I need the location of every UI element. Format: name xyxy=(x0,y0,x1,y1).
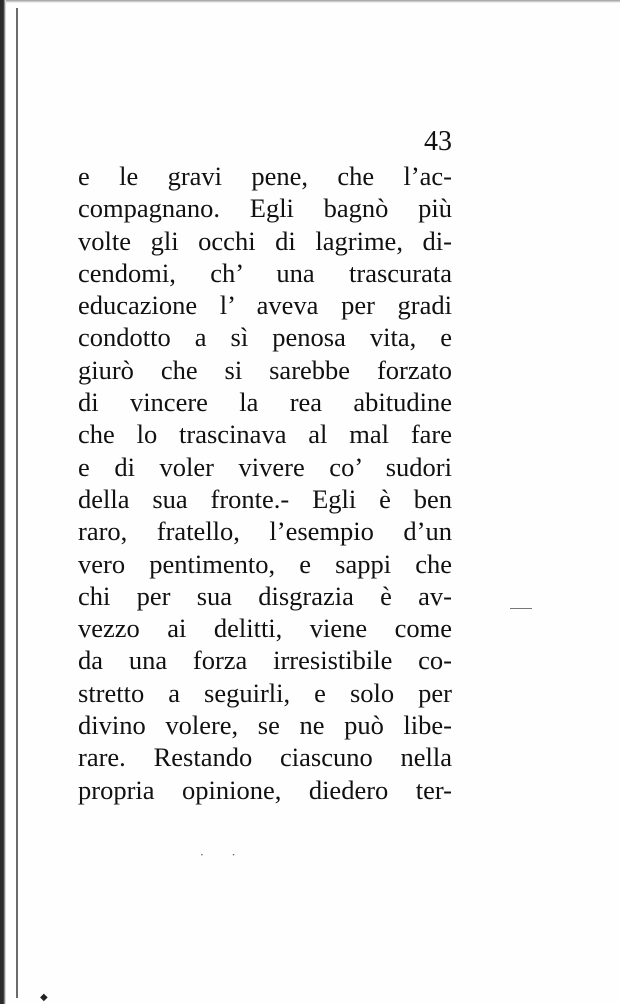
corner-speck: ◆ xyxy=(40,992,48,1003)
text-line: condotto a sì penosa vita, e xyxy=(78,322,452,353)
text-line: chi per sua disgrazia è av- xyxy=(78,580,452,611)
text-line: della sua fronte.- Egli è ben xyxy=(78,483,452,514)
text-line: propria opinione, diedero ter- xyxy=(78,774,452,805)
text-line: educazione l’ aveva per gradi xyxy=(78,290,452,321)
text-line: compagnano. Egli bagnò più xyxy=(78,193,452,224)
text-line: raro, fratello, l’esempio d’un xyxy=(78,516,452,547)
body-text xyxy=(78,160,452,806)
text-line: che lo trascinava al mal fare xyxy=(78,419,452,450)
scan-left-edge xyxy=(0,0,6,1004)
binding-shadow-line xyxy=(16,8,18,998)
text-line: cendomi, ch’ una trascurata xyxy=(78,257,452,288)
text-line: rare. Restando ciascuno nella xyxy=(78,742,452,773)
text-line: divino volere, se ne può libe- xyxy=(78,710,452,741)
text-line: e le gravi pene, che l’ac- xyxy=(78,161,452,191)
margin-mark xyxy=(510,608,532,609)
text-line: giurò che si sarebbe forzato xyxy=(78,354,452,385)
text-line: vero pentimento, e sappi che xyxy=(78,548,452,579)
text-line: vezzo ai delitti, viene come xyxy=(78,613,452,644)
text-line: stretto a seguirli, e solo per xyxy=(78,677,452,708)
scan-top-edge xyxy=(0,0,620,3)
specks: · · xyxy=(200,848,248,862)
text-line: da una forza irresistibile co- xyxy=(78,645,452,676)
text-line: volte gli occhi di lagrime, di- xyxy=(78,225,452,256)
text-line: e di voler vivere co’ sudori xyxy=(78,451,452,482)
text-line: di vincere la rea abitudine xyxy=(78,387,452,418)
page-number: 43 xyxy=(424,126,452,157)
